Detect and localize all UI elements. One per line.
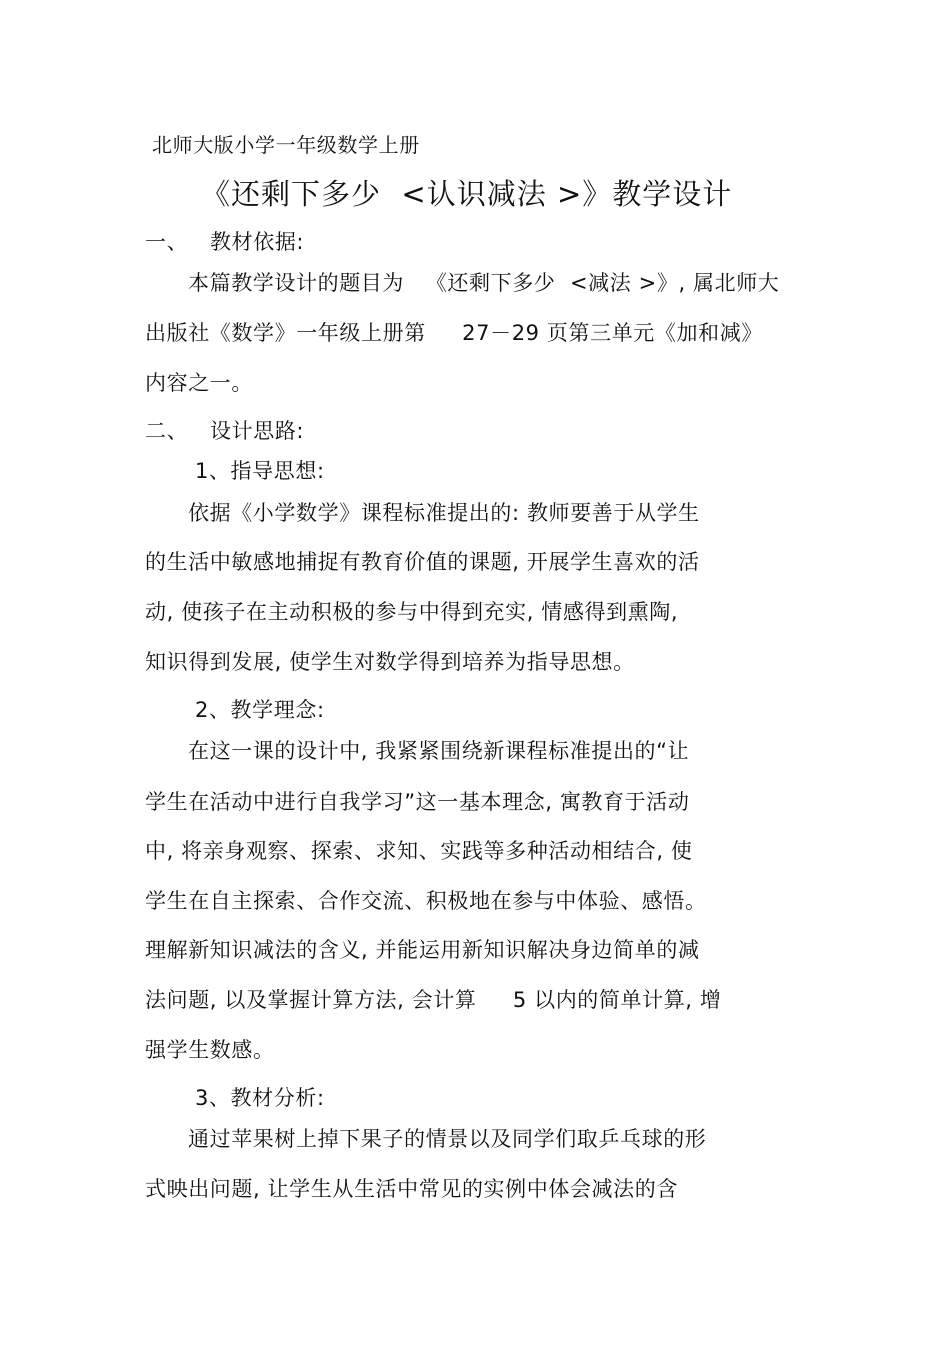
paragraph-line: 依据《小学数学》课程标准提出的: 教师要善于从学生 (188, 501, 700, 525)
section-heading-1: 一、 教材依据: (145, 230, 305, 254)
document-subtitle: 北师大版小学一年级数学上册 (152, 133, 420, 157)
paragraph-line: 理解新知识减法的含义, 并能运用新知识解决身边简单的减 (145, 938, 700, 962)
paragraph-line: 在这一课的设计中, 我紧紧围绕新课程标准提出的“让 (188, 739, 690, 763)
paragraph-line: 知识得到发展, 使学生对数学得到培养为指导思想。 (145, 650, 635, 674)
section-heading-2: 二、 设计思路: (145, 419, 305, 443)
paragraph-line: 内容之一。 (145, 371, 253, 395)
document-title: 《还剩下多少 <认识减法 >》教学设计 (201, 177, 733, 211)
paragraph-line: 通过苹果树上掉下果子的情景以及同学们取乒乓球的形 (188, 1127, 707, 1151)
paragraph-line: 法问题, 以及掌握计算方法, 会计算 5 以内的简单计算, 增 (145, 988, 722, 1012)
paragraph-line: 的生活中敏感地捕捉有教育价值的课题, 开展学生喜欢的活 (145, 550, 700, 574)
paragraph-line: 动, 使孩子在主动积极的参与中得到充实, 情感得到熏陶, (145, 600, 679, 624)
paragraph-line: 强学生数感。 (145, 1038, 275, 1062)
paragraph-line: 学生在自主探索、合作交流、积极地在参与中体验、感悟。 (145, 889, 707, 913)
subsection-heading-1: 1、指导思想: (195, 459, 325, 483)
paragraph-line: 中, 将亲身观察、探索、求知、实践等多种活动相结合, 使 (145, 839, 693, 863)
paragraph-line: 出版社《数学》一年级上册第 27－29 页第三单元《加和减》 (145, 321, 763, 345)
paragraph-line: 学生在活动中进行自我学习”这一基本理念, 寓教育于活动 (145, 790, 690, 814)
subsection-heading-3: 3、教材分析: (195, 1086, 325, 1110)
paragraph-line: 式映出问题, 让学生从生活中常见的实例中体会减法的含 (145, 1177, 678, 1201)
subsection-heading-2: 2、教学理念: (195, 698, 325, 722)
paragraph-line: 本篇教学设计的题目为 《还剩下多少 <减法 >》, 属北师大 (188, 271, 780, 295)
